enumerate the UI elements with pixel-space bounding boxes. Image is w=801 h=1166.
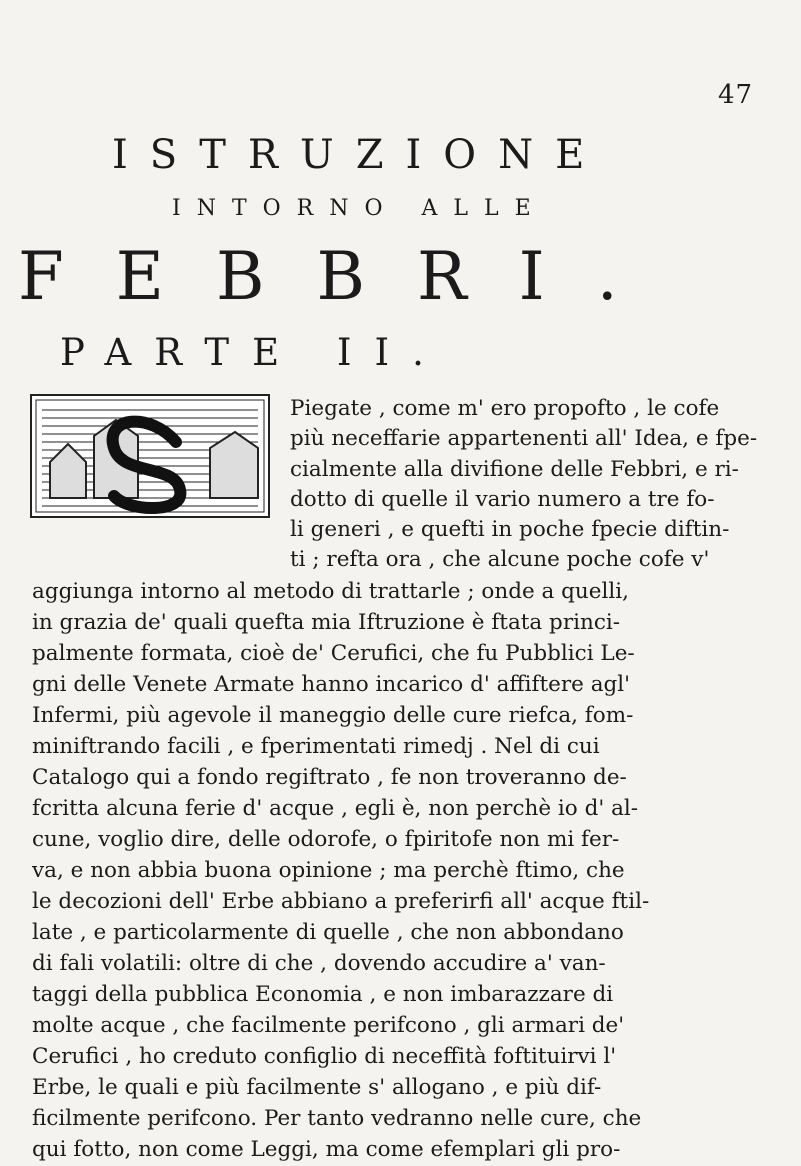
page-title: ISTRUZIONE xyxy=(112,132,607,178)
text-line: molte acque , che facilmente perifcono , gli armari de' xyxy=(32,1013,625,1038)
text-line: ti ; refta ora , che alcune poche cofe v' xyxy=(290,547,710,572)
text-line: dotto di quelle il vario numero a tre fo- xyxy=(290,487,715,512)
text-line: cune, voglio dire, delle odorofe, o fpiritofe non mi fer- xyxy=(32,827,620,852)
text-line: palmente formata, cioè de' Cerufici, che fu Pubblici Le- xyxy=(32,641,635,666)
page-heading-large: FEBBRI. xyxy=(18,238,670,315)
text-line: Infermi, più agevole il maneggio delle cure riefca, fom- xyxy=(32,703,634,728)
decorated-initial xyxy=(30,394,270,518)
decorated-initial-icon xyxy=(30,394,270,518)
section-heading: PARTE II. xyxy=(60,331,447,374)
text-line: ficilmente perifcono. Per tanto vedranno nelle cure, che xyxy=(32,1106,642,1131)
text-line: qui fotto, non come Leggi, ma come efemplari gli pro- xyxy=(32,1137,621,1162)
text-line: taggi della pubblica Economia , e non imbarazzare di xyxy=(32,982,614,1007)
text-line: Erbe, le quali e più facilmente s' allogano , e più dif- xyxy=(32,1075,602,1100)
text-line: più neceffarie appartenenti all' Idea, e fpe- xyxy=(290,426,758,451)
page-subtitle: INTORNO ALLE xyxy=(172,196,547,221)
text-line: aggiunga intorno al metodo di trattarle ; onde a quelli, xyxy=(32,579,629,604)
text-line: miniftrando facili , e fperimentati rimedj . Nel di cui xyxy=(32,734,600,759)
text-line: le decozioni dell' Erbe abbiano a preferirfi all' acque ftil- xyxy=(32,889,650,914)
text-line: Catalogo qui a fondo regiftrato , fe non troveranno de- xyxy=(32,765,627,790)
text-line: in grazia de' quali quefta mia Iftruzione è ftata princi- xyxy=(32,610,620,635)
text-line: li generi , e quefti in poche fpecie diftin- xyxy=(290,517,730,542)
page-number: 47 xyxy=(718,80,754,110)
text-line: cialmente alla divifione delle Febbri, e ri- xyxy=(290,457,739,482)
text-line: di fali volatili: oltre di che , dovendo accudire a' van- xyxy=(32,951,606,976)
text-line: fcritta alcuna ferie d' acque , egli è, non perchè io d' al- xyxy=(32,796,639,821)
text-line: Cerufici , ho creduto configlio di neceffità foftituirvi l' xyxy=(32,1044,617,1069)
text-line: Piegate , come m' ero propofto , le cofe xyxy=(290,396,720,421)
text-line: late , e particolarmente di quelle , che non abbondano xyxy=(32,920,624,945)
text-line: va, e non abbia buona opinione ; ma perchè ftimo, che xyxy=(32,858,625,883)
text-line: gni delle Venete Armate hanno incarico d' affiftere agl' xyxy=(32,672,631,697)
